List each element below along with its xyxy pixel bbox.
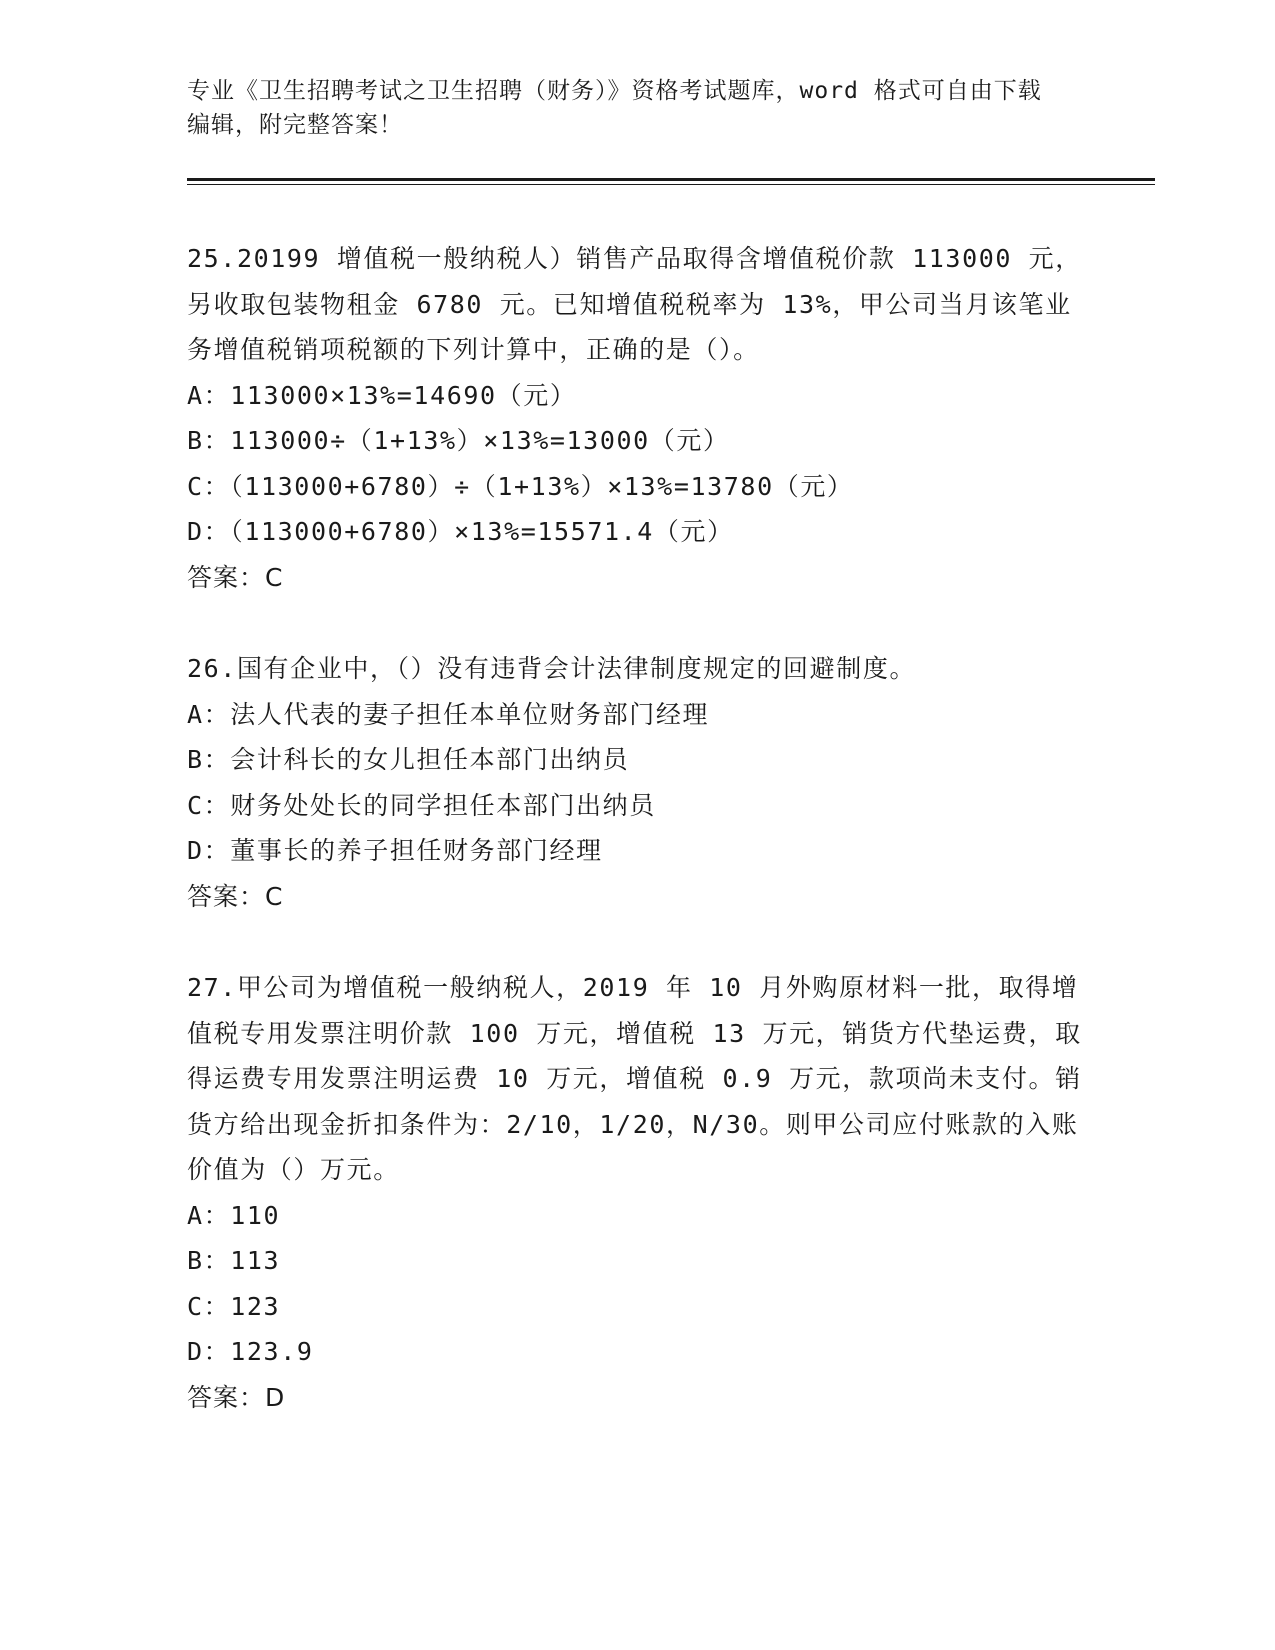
option-c: C：财务处处长的同学担任本部门出纳员 [187,790,656,820]
option-b: B：113 [187,1246,281,1275]
question-26 [187,646,1087,919]
option-c: C：123 [187,1291,281,1321]
option-a: A：法人代表的妻子担任本单位财务部门经理 [187,699,710,729]
question-25 [187,236,1087,600]
header-line-1: 专业《卫生招聘考试之卫生招聘（财务）》资格考试题库，word 格式可自由下载 [187,78,1042,104]
header-line-2: 编辑，附完整答案！ [187,112,403,138]
option-d: D：（113000+6780）×13%=15571.4（元） [187,517,734,546]
question-list [187,236,1087,1466]
header-divider-thin [187,184,1155,185]
question-text: 25.20199 增值税一般纳税人）销售产品取得含增值税价款 113000 元，另收取包装物租金 6780 元。已知增值税税率为 13%，甲公司当月该笔业务增值税销项税额的下列计算中，正确的是（）。 [187,244,1082,364]
option-d: D：123.9 [187,1337,314,1366]
option-b: B：会计科长的女儿担任本部门出纳员 [187,745,630,774]
option-b: B：113000÷（1+13%）×13%=13000（元） [187,426,730,455]
option-a: A：113000×13%=14690（元） [187,380,577,410]
answer-line: 答案：C [187,881,284,911]
question-text: 26.国有企业中，（）没有违背会计法律制度规定的回避制度。 [187,654,917,683]
header-divider-thick [187,178,1155,181]
option-d: D：董事长的养子担任财务部门经理 [187,836,603,865]
question-text: 27.甲公司为增值税一般纳税人，2019 年 10 月外购原材料一批，取得增值税专用发票注明价款 100 万元，增值税 13 万元，销货方代垫运费，取得运费专用发票注明运费 10 万元，增值税 0.9 万元，款项尚未支付。销货方给出现金折扣条件为：2/10，1/20，N/30。则甲公司应付账款的入账价值为（）万元。 [187,973,1082,1184]
answer-line: 答案：D [187,1382,286,1412]
question-27 [187,965,1087,1420]
option-a: A：110 [187,1200,281,1230]
option-c: C：（113000+6780）÷（1+13%）×13%=13780（元） [187,471,854,501]
document-header [187,74,1087,142]
answer-line: 答案：C [187,562,284,592]
